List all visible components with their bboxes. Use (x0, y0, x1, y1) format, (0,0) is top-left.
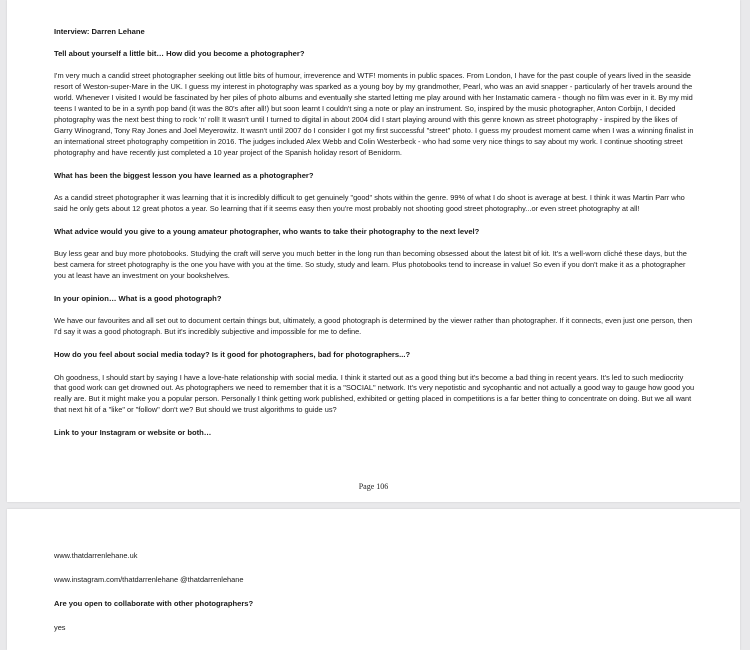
question-collaborate: Are you open to collaborate with other photographers? (54, 598, 254, 608)
page-106-content (54, 27, 697, 439)
question-4: In your opinion… What is a good photograph? (54, 293, 222, 303)
instagram-link[interactable]: www.instagram.com/thatdarrenlehane @thatdarrenlehane (54, 574, 244, 584)
answer-1: I'm very much a candid street photographer seeking out little bits of humour, irreverence and WTF! moments in public spaces. From London, I have for the past couple of years lived in the seaside resort of Weston-super-Mare in the UK. I guess my interest in photography was sparked as a young boy by my grandmother, Pearl, who was an avid snapper - particularly of her travels around the world. Whenever I visited I would be fascinated by her piles of photo albums and eventually she started letting me play around with her Instamatic camera - though no film was ever in it. By my mid teens I wanted to be in a synth pop band (it was the 80's after all!) but soon learnt I couldn't sing a note or play an instrument. So, inspired by the music photographer, Anton Corbijn, I decided photography was the next best thing to rock 'n' roll! It wasn't until I turned to digital in about 2004 did I start playing around with this genre known as street photography - inspired by the likes of Garry Winogrand, Tony Ray Jones and Joel Meyerowitz. It wasn't until 2007 do I consider I got my first successful "street" photo. I guess my proudest moment came when I was a winning finalist in an international street photography competition in 2016. The judges included Alex Webb and Colin Westerbeck - who had some very nice things to say about my work. I continue shooting street photography and have recently just completed a 10 year project of the Spanish holiday resort of Benidorm. (54, 71, 694, 157)
page-107-content (54, 551, 697, 647)
answer-collaborate: yes (54, 622, 66, 632)
answer-5: Oh goodness, I should start by saying I have a love-hate relationship with social media. I think it started out as a good thing but it's become a bad thing in recent years. It's led to such mediocrity that good work can get drowned out. As photographers we need to remember that it is a "SOCIAL" network. It's very nepotistic and sycophantic and not actually a good way to gauge how good you really are. But it might make you a popular person. Personally I think getting work published, exhibited or getting placed in competitions is a far better thing to concentrate on doing. But we all want that next hit of a "like" or "follow" don't we? But should we trust algorithms to guide us? (54, 372, 695, 415)
question-3: What advice would you give to a young amateur photographer, who wants to take their photography to the next level? (54, 226, 480, 236)
answer-2: As a candid street photographer it was learning that it is incredibly difficult to get genuinely "good" shots within the genre. 99% of what I do shoot is average at best. I think it was Martin Parr who said he only gets about 12 great photos a year. So learning that if it seems easy then you're most probably not shooting good street photography...or even street photography at all! (54, 192, 685, 213)
page-106 (7, 0, 740, 502)
question-2: What has been the biggest lesson you have learned as a photographer? (54, 170, 314, 180)
interview-title: Interview: Darren Lehane (54, 27, 145, 36)
answer-3: Buy less gear and buy more photobooks. Studying the craft will serve you much better in the long run than becoming obsessed about the latest bit of kit. It's a well-worn cliché these days, but the best camera for street photography is the one you have with you at the time. So study, study and learn. Plus photobooks tend to increase in value! So even if you don't make it as a photographer you at least have an investment on your bookshelves. (54, 249, 687, 280)
question-1: Tell about yourself a little bit… How did you become a photographer? (54, 48, 305, 58)
website-link[interactable]: www.thatdarrenlehane.uk (54, 551, 138, 560)
page-107 (7, 509, 740, 650)
answer-4: We have our favourites and all set out to document certain things but, ultimately, a good photograph is determined by the viewer rather than photographer. If it connects, even just one person, then I'd say it was a good photograph. But it's incredibly subjective and impossible for me to define. (54, 316, 693, 337)
question-5: How do you feel about social media today? Is it good for photographers, bad for photographers...? (54, 350, 411, 360)
question-links: Link to your Instagram or website or both… (54, 428, 212, 438)
page-number: Page 106 (358, 482, 389, 491)
